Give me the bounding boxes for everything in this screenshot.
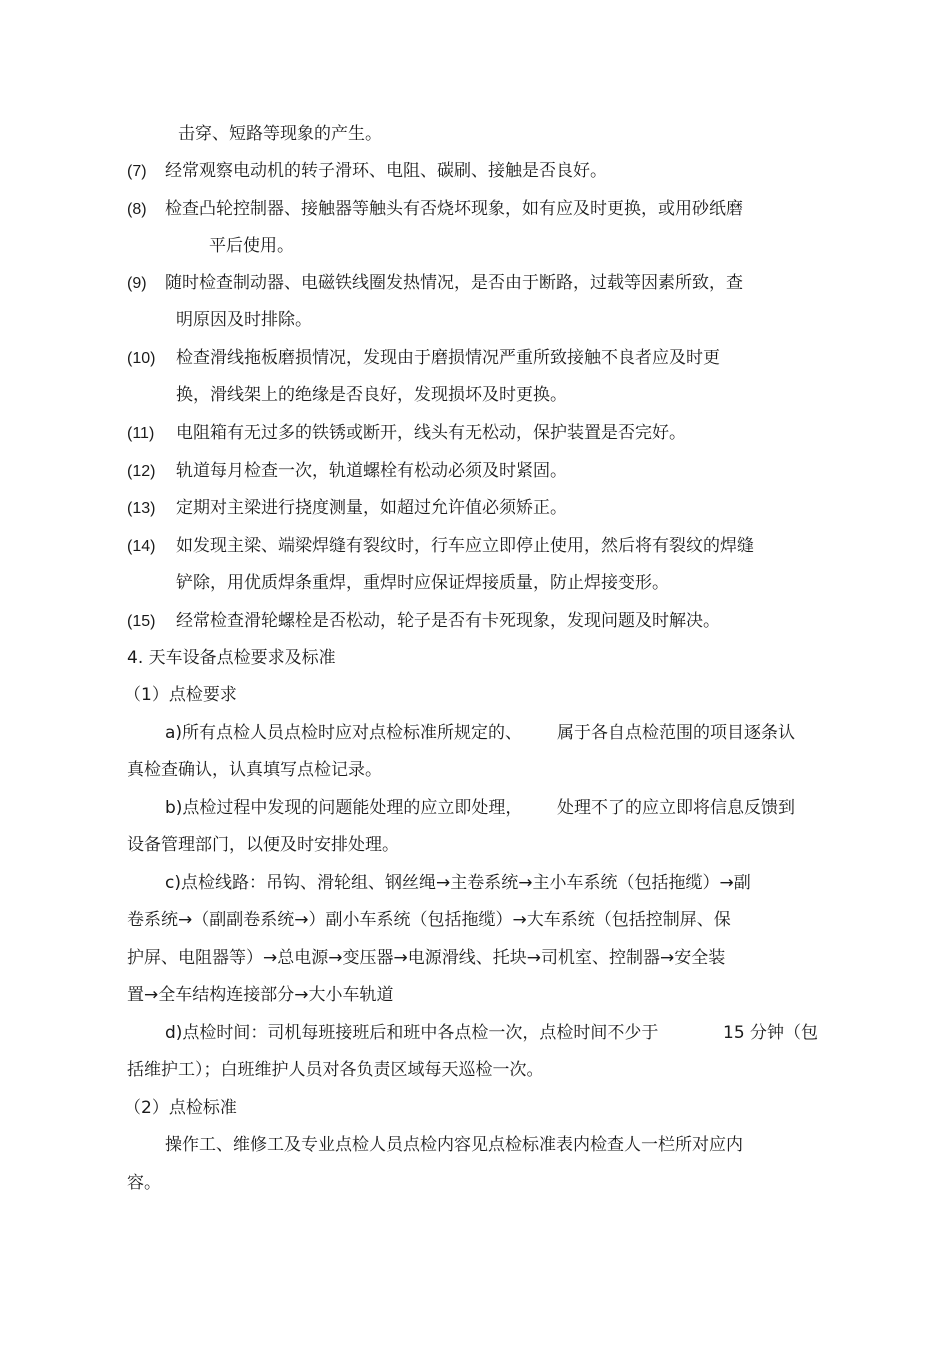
item-11-text: 电阻箱有无过多的铁锈或断开，线头有无松动，保护装置是否完好。: [176, 423, 686, 443]
section-heading: 4. 天车设备点检要求及标准: [127, 648, 336, 668]
req-c-line1: c)点检线路：吊钩、滑轮组、钢丝绳→主卷系统→主小车系统（包括拖缆）→副: [165, 873, 751, 893]
req-a-line2: 真检查确认，认真填写点检记录。: [127, 760, 382, 780]
req-b-part2: 处理不了的应立即将信息反馈到: [557, 798, 795, 818]
subsection-heading-requirements: （1）点检要求: [124, 685, 237, 705]
item-7-text: 经常观察电动机的转子滑环、电阻、碳刷、接触是否良好。: [165, 161, 607, 181]
req-b-part1: b)点检过程中发现的问题能处理的应立即处理，: [165, 798, 523, 818]
item-9-text-line1: 随时检查制动器、电磁铁线圈发热情况，是否由于断路，过载等因素所致，查: [165, 273, 743, 293]
item-14-number: (14): [127, 538, 156, 555]
req-c-line3: 护屏、电阻器等）→总电源→变压器→电源滑线、托块→司机室、控制器→安全装: [127, 948, 726, 968]
req-b-line2: 设备管理部门，以便及时安排处理。: [127, 835, 399, 855]
item-12-text: 轨道每月检查一次，轨道螺栓有松动必须及时紧固。: [176, 461, 567, 481]
item-7-number: (7): [127, 163, 147, 180]
item-8-number: (8): [127, 201, 147, 218]
req-d-part2: 15 分钟（包: [723, 1023, 819, 1043]
req-c-line2: 卷系统→（副副卷系统→）副小车系统（包括拖缆）→大车系统（包括控制屏、保: [127, 910, 731, 930]
item-8-text-line1: 检查凸轮控制器、接触器等触头有否烧坏现象，如有应及时更换，或用砂纸磨: [165, 199, 743, 219]
item-8-text-line2: 平后使用。: [209, 236, 294, 256]
item-9-number: (9): [127, 275, 147, 292]
item-10-text-line2: 换，滑线架上的绝缘是否良好，发现损坏及时更换。: [176, 385, 567, 405]
item-6-continuation: 击穿、短路等现象的产生。: [178, 124, 382, 144]
req-a-part1: a)所有点检人员点检时应对点检标准所规定的、: [165, 723, 523, 743]
req-c-line4: 置→全车结构连接部分→大小车轨道: [127, 985, 394, 1005]
req-a-part2: 属于各自点检范围的项目逐条认: [557, 723, 795, 743]
req-d-part1: d)点检时间：司机每班接班后和班中各点检一次，点检时间不少于: [165, 1023, 659, 1043]
subsection-heading-standard: （2）点检标准: [124, 1098, 237, 1118]
item-13-number: (13): [127, 500, 156, 517]
req-d-line2: 括维护工）；白班维护人员对各负责区域每天巡检一次。: [127, 1060, 544, 1080]
standard-line1: 操作工、维修工及专业点检人员点检内容见点检标准表内检查人一栏所对应内: [165, 1135, 743, 1155]
item-10-text-line1: 检查滑线拖板磨损情况，发现由于磨损情况严重所致接触不良者应及时更: [176, 348, 720, 368]
item-14-text-line2: 铲除，用优质焊条重焊，重焊时应保证焊接质量，防止焊接变形。: [176, 573, 669, 593]
item-14-text-line1: 如发现主梁、端梁焊缝有裂纹时，行车应立即停止使用，然后将有裂纹的焊缝: [176, 536, 754, 556]
item-12-number: (12): [127, 463, 156, 480]
item-13-text: 定期对主梁进行挠度测量，如超过允许值必须矫正。: [176, 498, 567, 518]
item-10-number: (10): [127, 350, 156, 367]
item-11-number: (11): [127, 425, 155, 442]
item-15-text: 经常检查滑轮螺栓是否松动，轮子是否有卡死现象，发现问题及时解决。: [176, 611, 720, 631]
item-15-number: (15): [127, 613, 156, 630]
standard-line2: 容。: [127, 1173, 161, 1193]
item-9-text-line2: 明原因及时排除。: [176, 310, 312, 330]
